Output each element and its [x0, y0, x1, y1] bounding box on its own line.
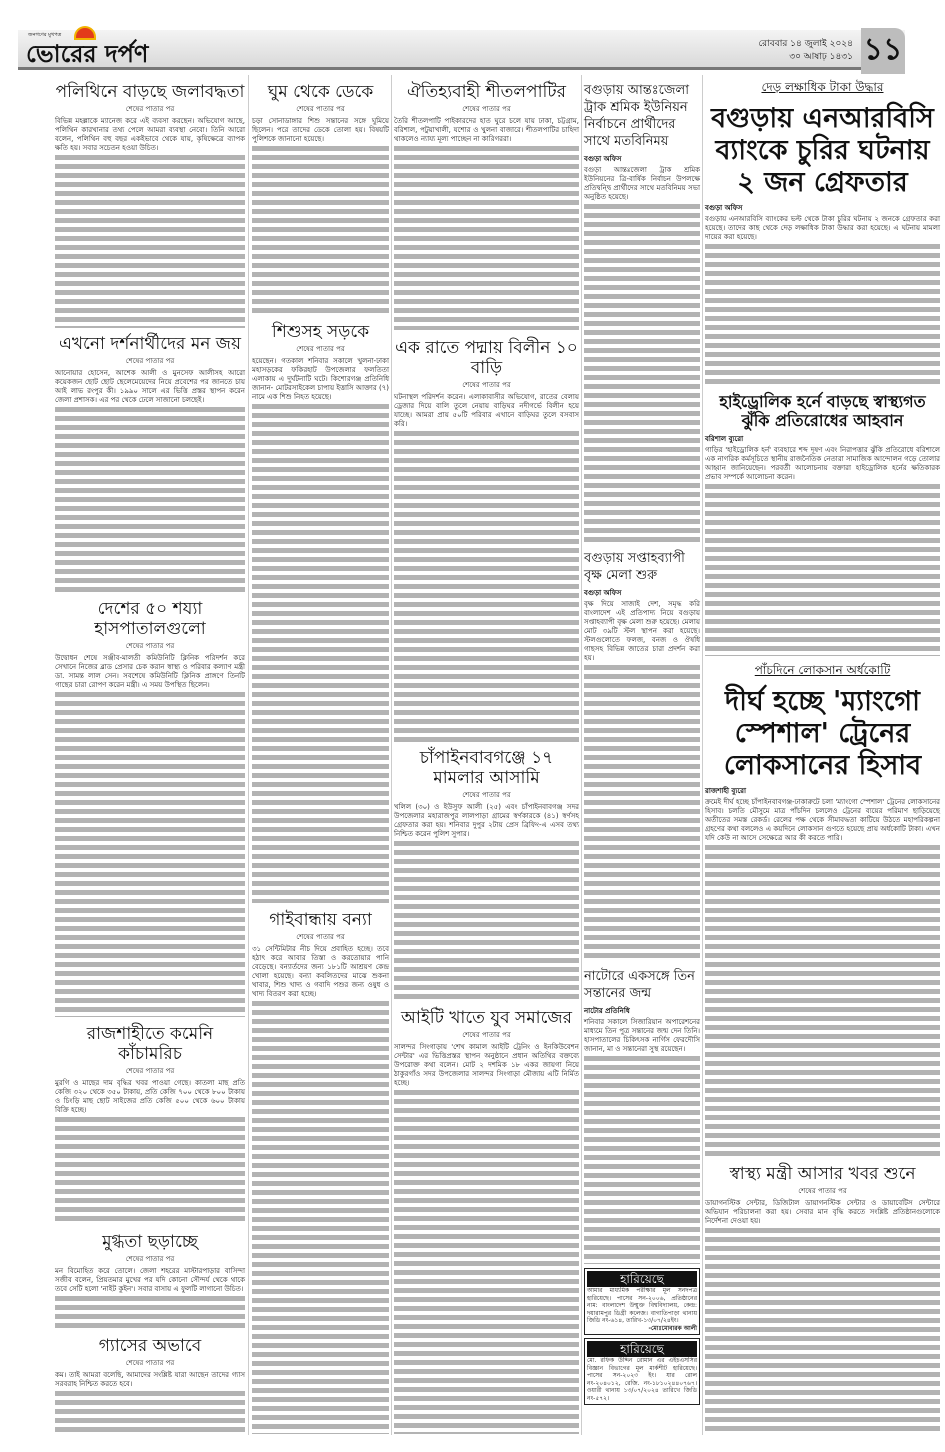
article-chapai [394, 744, 579, 1000]
article-fascination [55, 1228, 245, 1330]
article-truck [584, 78, 700, 544]
article-body: ক্রমেই দীর্ঘ হচ্ছে চাঁপাইনবাবগঞ্জ-ঢাকারুটে চলা 'ম্যাংগো স্পেশাল' ট্রেনের লোকসানের হিসাব। চলতি মৌসুমে মাত্র পাঁচদিন চললেও ট্রেনের ব্যয়ের পরিমাণ ছাড়িয়েছে অতীতের সমস্ত রেকর্ড। রেলের পক্ষ থেকে সীমাবদ্ধতা কাটিয়ে উঠতে মহাপরিকল্পনা গ্রহণের কথা বললেও এ কয়দিনে লোকসান গুণতে হয়েছে প্রায় অর্ধকোটি টাকা। এখন যদি কেউ না আসে সেক্ষেত্রে আর কী করতে পারি। [705, 798, 940, 842]
article-body: ৩১ সেন্টিমিটার নীচ দিয়ে প্রবাহিত হচ্ছে। তবে হঠাৎ করে আবার তিস্তা ও করতোয়ার পানি বেড়েছে। বন্যার্তদের জন্য ১৮১টি আশ্রয়ণ কেন্দ্র খোলা হয়েছে। বন্যা কবলিতদের মাঝে শুকনা খাবার, শিশু খাদ্য ও গবাদি পশুর জন্য ওষুধ ও খাদ্য বিতরণ করা হচ্ছে। [252, 945, 389, 998]
article-headline: নাটোরে একসঙ্গে তিন সন্তানের জন্ম [584, 969, 695, 1001]
article-headline: রাজশাহীতে কমেনি কাঁচামরিচ [86, 1024, 214, 1064]
body-text-columns [705, 482, 940, 656]
body-text-columns [394, 1088, 579, 1434]
article-headline: দেশের ৫০ শয্যা হাসপাতালগুলো [94, 599, 206, 639]
page-number: ১১ [861, 28, 905, 74]
lost-notice-body: আমার মাধ্যমিক পরীক্ষার মূল সনদপত্র হারিয়েছে। পাসের সন-২০০৬, প্রতিষ্ঠানের নাম: বাংলাদেশ উন্মুক্ত বিশ্ববিদ্যালয়, কেন্দ্র: দয়ারামপুর ডিগ্রী কলেজ। বাগাতিপাড়া থানায় জিডি নং-৬১৪, তারিখ-১৩/০৭/২৪ইং। [587, 1287, 697, 1324]
article-headline: শিশুসহ সড়কে [271, 322, 370, 342]
lost-notice-title: হারিয়েছে [587, 1271, 697, 1287]
continued-label: শেষের পাতার পর [296, 105, 345, 113]
lost-notice [584, 1338, 700, 1405]
article-sheetalpati [394, 78, 579, 330]
article-headline: বগুড়ায় আন্তঃজেলা ট্রাক শ্রমিক ইউনিয়ন নির্বাচনে প্রার্থীদের সাথে মতবিনিময় [584, 83, 689, 149]
continued-label: শেষের পাতার পর [462, 105, 511, 113]
continued-label: শেষের পাতার পর [462, 381, 511, 389]
article-body: কম। তাই আমরা বলেছি, আমাদের সংশ্লিষ্ট যারা আছেন তাদের গ্যাস সরবরাহ নিশ্চিত করতে হবে। [55, 1371, 245, 1388]
article-gas [55, 1332, 245, 1432]
newspaper-logo: ভোরের দর্পণ [26, 39, 149, 68]
article-body: ঘটনাস্থল পরিদর্শন করেন। এলাকাবাসীর অভিযোগ, রাতের বেলায় ড্রেজার দিয়ে বালি তুলে নেয়ায় বাড়িঘর নদীগর্ভে বিলীন হয়ে যাচ্ছে। আমরা প্রায় ৫০টি পরিবার এখানে বাড়িঘর তুলে বসবাস করি। [394, 393, 579, 428]
article-kicker: পাঁচদিনে লোকসান অর্ধকোটি [754, 663, 891, 677]
continued-label: শেষের পাতার পর [462, 791, 511, 799]
article-headline: স্বাস্থ্য মন্ত্রী আসার খবর শুনে [729, 1164, 916, 1184]
article-wakeup [252, 78, 389, 316]
column-divider [391, 75, 392, 1435]
lost-notice-title: হারিয়েছে [587, 1341, 697, 1357]
article-headline: গ্যাসের অভাবে [98, 1336, 202, 1356]
article-bank [705, 75, 940, 387]
column-divider [581, 75, 582, 1435]
lost-notice-signature: -মোঃমোবারক আলী [648, 1324, 697, 1332]
article-headline: ঐতিহ্যবাহী শীতলপাটির [406, 82, 567, 102]
body-text-columns [55, 1389, 245, 1432]
continued-label: শেষের পাতার পর [125, 1359, 175, 1367]
body-text-columns [252, 999, 389, 1434]
continued-label: শেষের পাতার পর [125, 642, 175, 650]
continued-label: শেষের পাতার পর [125, 1067, 175, 1075]
body-text-columns [584, 663, 700, 962]
body-text-columns [55, 1115, 245, 1225]
article-hospital [55, 595, 245, 1017]
article-chili [55, 1020, 245, 1225]
article-body: উদ্বোধন শেষে সঞ্জীব-মালতী কমিউনিটি ক্লিনিক পরিদর্শন করে সেখানে নিজের ব্লাড প্রেসার চেক করান স্বাস্থ্য ও পরিবার কল্যাণ মন্ত্রী ডা. সামন্ত লাল সেন। সবশেষে কমিউনিটি ক্লিনিক প্রাঙ্গণে তিনটি গাছের চারা রোপণ করেন মন্ত্রী। এ সময় উপস্থিত ছিলেন। [55, 654, 245, 689]
article-body: শনিবার সকালে সিজারিয়ান অপারেশনের মাধ্যমে তিন পুত্র সন্তানের জন্ম দেন তিনি। হাসপাতালের চিকিৎসক নার্গিস ফেরদৌসি জানান, মা ও সন্তানেরা সুস্থ রয়েছেন। [584, 1018, 700, 1053]
article-headline: এখনো দর্শনার্থীদের মন জয় [58, 334, 242, 354]
article-body: হয়েছেন। গতকাল শনিবার সকালে খুলনা-ঢাকা মহাসড়কের ফকিরহাট উপজেলার ফলতিতা এলাকায় এ দুর্ঘটনাটি ঘটে। কিশোরগঞ্জ প্রতিনিধি জানান- মোটরসাইকেল চাপায় ইত্তাসি আক্তার (৭) নামে এক শিশু নিহত হয়েছে। [252, 357, 389, 401]
lost-notice-body: মো. রফিক উদ্দিন রোমান এর এইচএসসির বিজ্ঞান বিভাগের মূল মার্কশীট হারিয়েছে। পাসের সন-২০২৩ ইং। যার রোল নং-২০৪০১২, রেজি. নং-১৮১০২৪৪০৭৬৭। ওয়ারী থানায় ১৩/০৭/২০২৪ তারিখে জিডি নং-৫৭২। [587, 1357, 697, 1402]
article-body: তৈরি শীতলপাটি পাইকারদের হাত ঘুরে চলে যায় ঢাকা, চট্টগ্রাম, বরিশাল, পটুয়াখালী, যশোর ও খুলনা বাজারে। শীতলপাটির চাহিদা থাকলেও ন্যায্য মূল্য পাচ্ছেন না কারিগররা। [394, 117, 579, 143]
body-text-columns [705, 1226, 940, 1434]
article-body: বৃক্ষ দিয়ে সাজাই দেশ, সমৃদ্ধ করি বাংলাদেশ এই প্রতিপাদ্য নিয়ে বগুড়ায় সপ্তাহব্যাপী বৃক্ষ মেলা শুরু হয়েছে। মেলায় মোট ৩৯টি স্টল স্থাপন করা হয়েছে। স্টলগুলোতে ফলজ, বনজ ও ঔষধি গাছসহ বিভিন্ন জাতের চারা প্রদর্শন করা হয়। [584, 600, 700, 662]
article-padma [394, 334, 579, 742]
issue-date [759, 38, 854, 64]
continued-label: শেষের পাতার পর [125, 357, 175, 365]
body-text-columns [394, 839, 579, 1000]
article-dateline: বরিশাল ব্যুরো [705, 435, 744, 443]
article-dateline: বগুড়া অফিস [705, 204, 743, 212]
article-headline: গাইবান্ধায় বন্যা [269, 910, 372, 930]
article-headline: পলিথিনে বাড়ছে জলাবদ্ধতা [55, 82, 245, 102]
article-headline: আইটি খাতে যুব সমাজের [401, 1008, 572, 1028]
article-headline: ঘুম থেকে ডেকে [267, 82, 374, 102]
masthead [18, 30, 905, 70]
date-bengali: ৩০ আষাঢ় ১৪৩১ [789, 52, 853, 62]
continued-label: শেষের পাতার পর [462, 1031, 511, 1039]
lost-notices [584, 1268, 700, 1405]
article-dateline: বগুড়া অফিস [584, 155, 622, 163]
article-dateline: নাটোর প্রতিনিধি [584, 1007, 630, 1015]
article-body: বগুড়া আন্তঃজেলা ট্রাক শ্রমিক ইউনিয়নের ত্রি-বার্ষিক নির্বাচন উপলক্ষে প্রতিদ্বন্দ্বি প্রার্থীদের সাথে মতবিনিময় সভা অনুষ্ঠিত হয়েছে। [584, 166, 700, 201]
date-gregorian: রোববার ১৪ জুলাই ২০২৪ [758, 39, 853, 49]
article-headline: বগুড়ায় সপ্তাহব্যাপী বৃক্ষ মেলা শুরু [584, 551, 685, 583]
body-text-columns [252, 402, 389, 903]
body-text-columns [705, 843, 940, 1156]
body-text-columns [584, 202, 700, 544]
body-text-columns [252, 144, 389, 316]
column-divider [702, 75, 703, 1435]
body-text-columns [705, 242, 940, 387]
article-body: বিভিন্ন মহল্লাকে ম্যানেজ করে এই ব্যবসা করছেন। অভিযোগ আছে, পলিথিন কারখানার তথ্য পেলে আমরা ব্যবস্থা নেবো। তিনি আরো বলেন, পলিথিন বহু বছর একইভাবে থেকে যায়, কৃষিক্ষেত্রে ব্যাপক ক্ষতি হয়। সবার সচেতন হওয়া উচিত। [55, 117, 245, 152]
continued-label: শেষের পাতার পর [125, 1255, 175, 1263]
article-body: চড়া সোনাডাঙ্গার শিশু সন্তানের সঙ্গে ঘুমিয়ে ছিলেন। পরে তাদের ডেকে তোলা হয়। বিষয়টি পুলিশকে জানানো হয়েছে। [252, 117, 389, 143]
body-text-columns [55, 153, 245, 328]
lost-notice [584, 1268, 700, 1335]
continued-label: শেষের পাতার পর [125, 105, 175, 113]
article-headline: মুগ্ধতা ছড়াচ্ছে [102, 1232, 198, 1252]
body-text-columns [394, 429, 579, 742]
article-flood [252, 906, 389, 1434]
article-mango [705, 658, 940, 1156]
article-headline: এক রাতে পদ্মায় বিলীন ১০ বাড়ি [395, 338, 578, 378]
column-divider [248, 75, 249, 1435]
article-polythene [55, 78, 245, 328]
article-tree [584, 546, 700, 962]
body-text-columns [55, 405, 245, 592]
continued-label: শেষের পাতার পর [296, 345, 345, 353]
article-body: মন বিমোহিত করে তোলে। জেলা শহরের মাস্টারপাড়ার বাসিন্দা সজীব বলেন, প্রিয়তমার মুখের পর যদি কোনো সৌন্দর্য থেকে থাকে তবে সেটি হলো 'নাইট কুইন'। সবার বাসায় এ ফুলটি লাগানো উচিত। [55, 1267, 245, 1293]
article-body: সালন্দর সিংগাড়ায় 'শেখ কামাল আইটি ট্রেনিং ও ইনকিউবেশন সেন্টার' এর ভিত্তিপ্রস্তর স্থাপন অনুষ্ঠানে প্রধান অতিথির বক্তব্যে উপরোক্ত কথা বলেন। মোট ২ দশমিক ১৮ একর জায়গা নিয়ে ঠাকুরগাঁও সদর উপজেলার সালন্দর সিংগাড়া মৌজায় এটি নির্মিত হচ্ছে। [394, 1043, 579, 1087]
article-horn [705, 388, 940, 656]
article-body: গাড়ির 'হাইড্রোলিক হর্ন' ব্যবহারে শব্দ দূষণ এবং নিরাপত্তার ঝুঁকি প্রতিরোধে বরিশালে এক নাগরিক কর্মসূচিতে স্থানীয় রাজনৈতিক নেতারা সামাজিক আন্দোলন গড়ে তোলার আহ্বান জানিয়েছেন। পরবর্তী আলোচনায় বক্তারা হাইড্রোলিক হর্নের ক্ষতিকারক প্রভাব সম্পর্কে আলোচনা করেন। [705, 446, 940, 481]
article-dateline: বগুড়া অফিস [584, 589, 622, 597]
article-body: মুরগি ও মাছের দাম বৃদ্ধির খবর পাওয়া গেছে। কাতলা মাছ প্রতি কেজি ৩২০ থেকে ৩৫০ টাকায়, প্রতি কেজি ৭০০ থেকে ৮০০ টাকায় ও চিংড়ি মাছ ছোট সাইজের প্রতি কেজি ৫০০ থেকে ৬০০ টাকায় বিক্রি হচ্ছে। [55, 1079, 245, 1114]
article-headline: দীর্ঘ হচ্ছে 'ম্যাংগো স্পেশাল' ট্রেনের লোকসানের হিসাব [723, 686, 922, 781]
article-body: আনোয়ার হোসেন, আশেক আলী ও মুনসেফ আলীসহ আরো কয়েকজন ছোট ছোট ছেলেমেয়েদের নিয়ে প্রবেশের পর জানতে চায় আই লাভ রংপুর কী। ১৯৯০ সালে এর ভিত্তি প্রস্তর স্থাপন করেন জেলা প্রশাসক। এর পর থেকে ঢেলে সাজানো চলছেই। [55, 369, 245, 404]
article-body: খলিল (৩০) ও ইউসুফ আলী (২৫) এবং চাঁপাইনবাবগঞ্জ সদর উপজেলার মহারাজপুর লালপাড়া গ্রামের স্বর্ণকারকে (৪১) স্বর্ণসহ গ্রেফতার করা হয়। শনিবার দুপুর ২টায় প্রেস ব্রিফিং-এ এসব তথ্য নিশ্চিত করেন পুলিশ সুপার। [394, 803, 579, 838]
tagline: জনগণের মুখপত্র [28, 32, 62, 38]
article-body: ডায়াগনস্টিক সেন্টার, ডিজিটাল ডায়াগনস্টিক সেন্টার ও ডায়াবেটিস সেন্টারে অভিযান পরিচালনা করা হয়। সেবার মান বৃদ্ধি করতে সংশ্লিষ্ট প্রতিষ্ঠানগুলোকে নির্দেশনা দেওয়া হয়। [705, 1199, 940, 1225]
article-kicker: দেড় লক্ষাধিক টাকা উদ্ধার [761, 80, 884, 94]
continued-label: শেষের পাতার পর [296, 933, 345, 941]
article-headline: বগুড়ায় এনআরবিসি ব্যাংকে চুরির ঘটনায় ২ জন গ্রেফতার [711, 103, 934, 198]
body-text-columns [55, 1294, 245, 1330]
article-road [252, 318, 389, 903]
article-natore [584, 964, 700, 1264]
article-headline: হাইড্রোলিক হর্নে বাড়ছে স্বাস্থ্যগত ঝুঁকি প্রতিরোধের আহবান [719, 392, 926, 430]
body-text-columns [584, 1054, 700, 1264]
continued-label: শেষের পাতার পর [798, 1187, 847, 1195]
article-minister [705, 1160, 940, 1434]
article-headline: চাঁপাইনবাবগঞ্জে ১৭ মামলার আসামি [419, 748, 554, 788]
article-body: বগুড়ায় এনআরবিসি ব্যাংকের ভল্ট থেকে টাকা চুরির ঘটনায় ২ জনকে গ্রেফতার করা হয়েছে। তাদের কাছ থেকে দেড় লক্ষাধিক টাকা উদ্ধার করা হয়েছে। এ ঘটনায় মামলা দায়ের করা হয়েছে। [705, 215, 940, 241]
article-visitors [55, 330, 245, 592]
article-dateline: রাজশাহী ব্যুরো [705, 787, 747, 795]
body-text-columns [394, 144, 579, 330]
article-it [394, 1004, 579, 1434]
body-text-columns [55, 690, 245, 1017]
